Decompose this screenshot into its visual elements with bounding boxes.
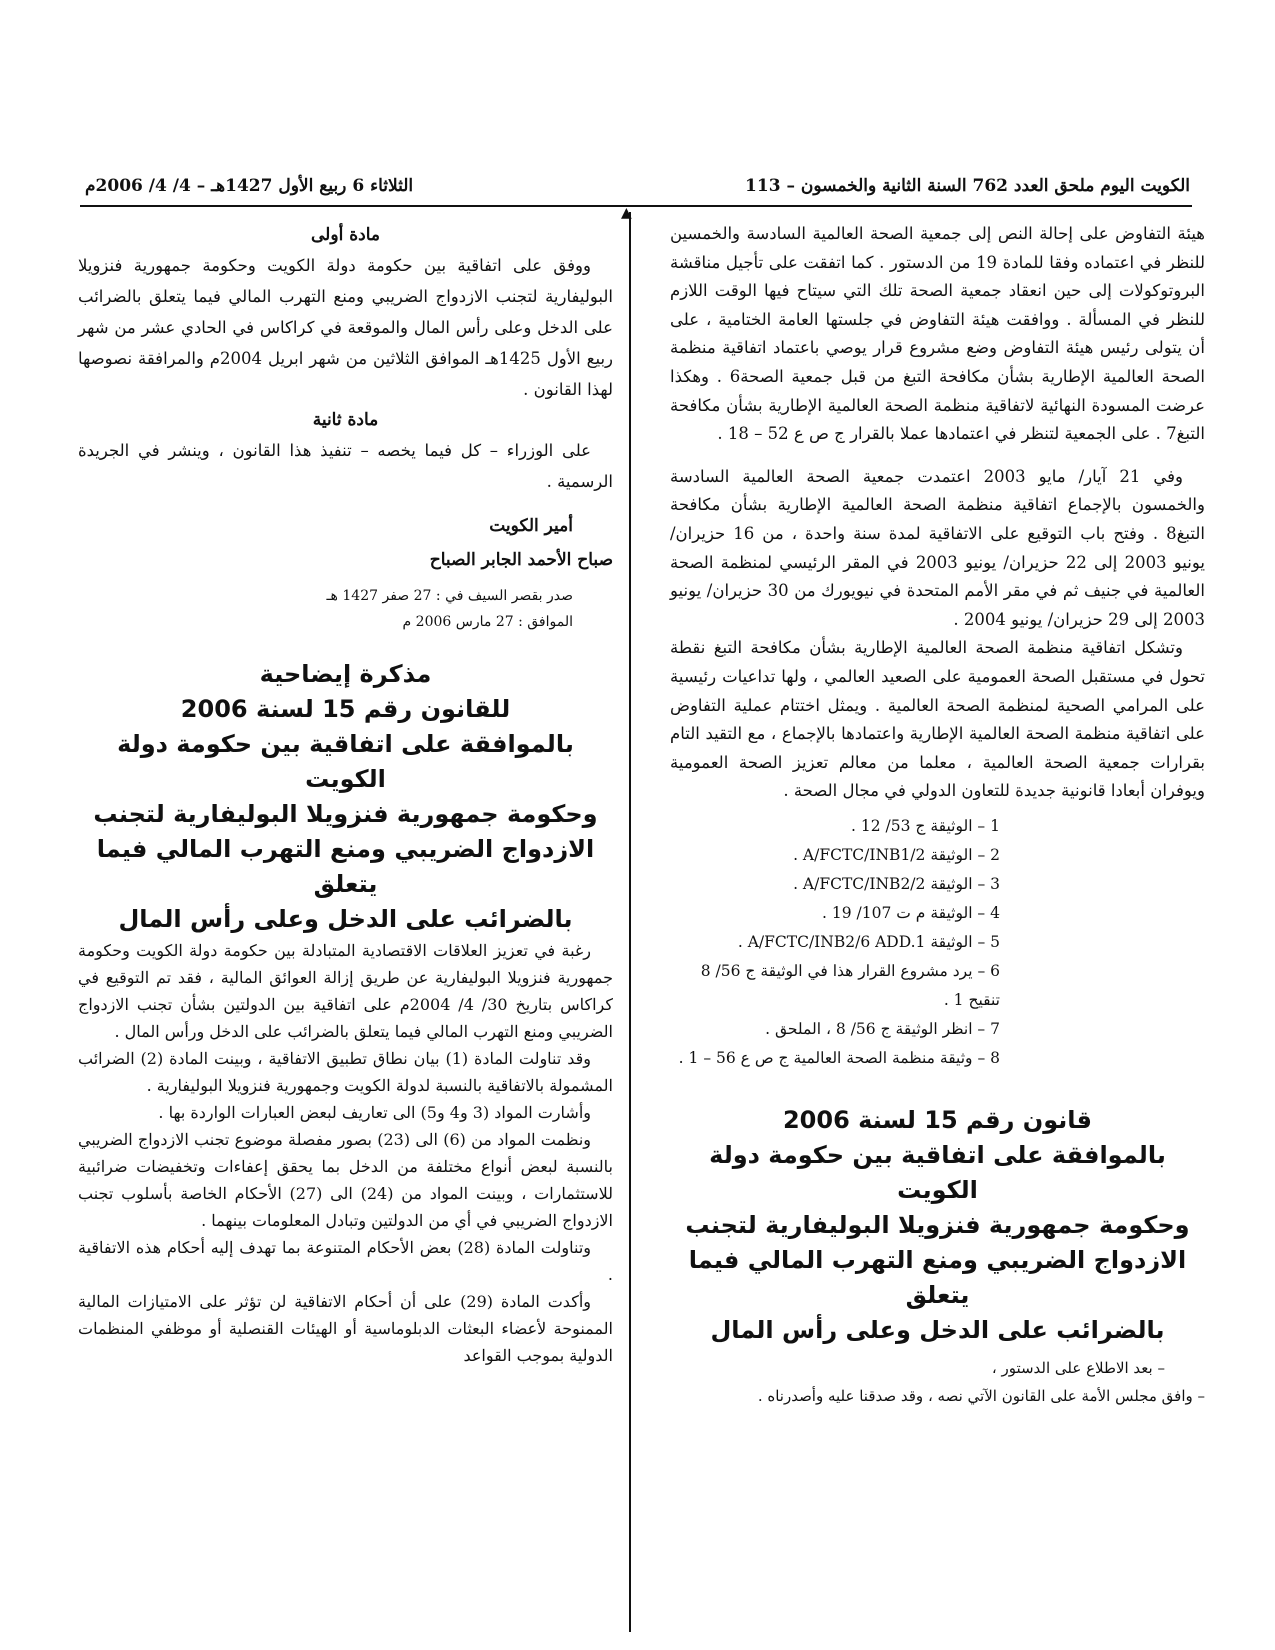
header-divider (80, 205, 1192, 207)
memo-paragraph: وقد تناولت المادة (1) بيان نطاق تطبيق الاتفاقية ، وبينت المادة (2) الضرائب المشمولة بالاتفاقية بالنسبة لدولة الكويت وجمهورية فنزويلا البوليفارية . (78, 1049, 613, 1095)
header-date: الثلاثاء 6 ربيع الأول 1427هـ – 4/ 4/ 2006م (85, 176, 414, 196)
right-column (670, 220, 1205, 1410)
emir-name: صباح الأحمد الجابر الصباح (429, 550, 613, 570)
memo-title-line: وحكومة جمهورية فنزويلا البوليفارية لتجنب (93, 800, 598, 828)
paragraph: هيئة التفاوض على إحالة النص إلى جمعية الصحة العالمية السادسة والخمسين للنظر في اعتماده وفقا للمادة 19 من الدستور . كما اتفقت على تأجيل مناقشة البروتوكولات إلى حين انعقاد جمعية الصحة تلك التي سيتاح فيها الوقت اللازم للنظر في المسألة . ووافقت هيئة التفاوض في جلستها العامة الختامية ، على أن يتولى رئيس هيئة التفاوض وضع مشروع قرار يوصي باعتماد اتفاقية منظمة الصحة العالمية الإطارية بشأن مكافحة التبغ من قبل جمعية الصحة6 . وهكذا عرضت المسودة النهائية لاتفاقية منظمة الصحة العالمية الإطارية بشأن مكافحة التبغ7 . على الجمعية لتنظر في اعتمادها عملا بالقرار ج ص ع 52 – 18 . (670, 224, 1205, 444)
article-text: على الوزراء – كل فيما يخصه – تنفيذ هذا القانون ، وينشر في الجريدة الرسمية . (78, 441, 613, 491)
paragraph: وتشكل اتفاقية منظمة الصحة العالمية الإطارية بشأن مكافحة التبغ نقطة تحول في مستقبل الصحة العمومية على الصعيد العالمي ، ولها تداعيات رئيسية على المرامي الصحية لمنظمة الصحة العالمية . ويمثل اختتام عملية التفاوض على اتفاقية منظمة الصحة العالمية الإطارية واعتمادها بالإجماع ، مع التقيد التام بقرارات جمعية الصحة العالمية ، معلما من معالم تعزيز الصحة العمومية ويوفران أبعادا قانونية جديدة للتعاون الدولي في مجال الصحة . (670, 638, 1205, 801)
memo-title-line: الازدواج الضريبي ومنع التهرب المالي فيما يتعلق (96, 835, 595, 898)
law-title (670, 1103, 1205, 1348)
footnote: 4 – الوثيقة م ت 107/ 19 . (822, 903, 1000, 922)
article-title: مادة ثانية (312, 410, 379, 430)
law-title-line: الازدواج الضريبي ومنع التهرب المالي فيما يتعلق (688, 1245, 1187, 1309)
article-text: ووفق على اتفاقية بين حكومة دولة الكويت وحكومة جمهورية فنزويلا البوليفارية لتجنب الازدواج الضريبي ومنع التهرب المالي فيما يتعلق بالضرائب على الدخل وعلى رأس المال والموقعة في كراكاس في الحادي عشر من شهر ربيع الأول 1425هـ الموافق الثلاثين من شهر ابريل 2004م والمرافقة نصوصها لهذا القانون . (78, 256, 614, 399)
footnote: 6 – يرد مشروع القرار هذا في الوثيقة ج 56/ 8 تنقيح 1 . (700, 961, 1000, 1009)
memo-paragraph: وأكدت المادة (29) على أن أحكام الاتفاقية لن تؤثر على الامتيازات المالية الممنوحة لأعضاء البعثات الدبلوماسية أو الهيئات القنصلية أو موظفي المنظمات الدولية بموجب القواعد (78, 1292, 613, 1365)
page-header (85, 176, 1190, 202)
footnote: 5 – الوثيقة A/FCTC/INB2/6 ADD.1 . (737, 932, 1000, 951)
column-divider (629, 212, 631, 1632)
law-title-line: بالضرائب على الدخل وعلى رأس المال (710, 1315, 1165, 1344)
footnote: 7 – انظر الوثيقة ج 56/ 8 ، الملحق . (765, 1019, 1000, 1038)
footnote: 8 – وثيقة منظمة الصحة العالمية ج ص ع 56 – 1 . (678, 1048, 1000, 1067)
left-column (78, 220, 613, 1369)
footnote: 2 – الوثيقة A/FCTC/INB1/2 . (793, 845, 1000, 864)
memo-title-line: للقانون رقم 15 لسنة 2006 (180, 695, 511, 723)
law-title-line: بالموافقة على اتفاقية بين حكومة دولة الكويت (709, 1140, 1166, 1204)
memo-paragraph: رغبة في تعزيز العلاقات الاقتصادية المتبادلة بين حكومة دولة الكويت وحكومة جمهورية فنزويلا البوليفارية عن طريق إزالة العوائق المالية ، فقد تم التوقيع في كراكاس بتاريخ 30/ 4/ 2004م على اتفاقية بين الدولتين بشأن تجنب الازدواج الضريبي ومنع التهرب المالي فيما يتعلق بالضرائب على الدخل ورأس المال . (78, 941, 613, 1041)
memo-title-line: بالضرائب على الدخل وعلى رأس المال (118, 905, 573, 933)
memo-paragraph: وتناولت المادة (28) بعض الأحكام المتنوعة بما تهدف إليه أحكام هذه الاتفاقية . (78, 1238, 613, 1284)
issued-date: صدر بقصر السيف في : 27 صفر 1427 هـ (326, 588, 573, 604)
footnote: 3 – الوثيقة A/FCTC/INB2/2 . (793, 874, 1000, 893)
article-title: مادة أولى (311, 225, 380, 245)
memo-title-line: مذكرة إيضاحية (259, 660, 432, 688)
footnote: 1 – الوثيقة ج 53/ 12 . (850, 816, 1000, 835)
emir-title: أمير الكويت (489, 516, 573, 536)
issued-date-gregorian: الموافق : 27 مارس 2006 م (402, 614, 573, 630)
paragraph: وفي 21 آيار/ مايو 2003 اعتمدت جمعية الصحة العالمية السادسة والخمسون بالإجماع اتفاقية منظمة الصحة العالمية الإطارية بشأن مكافحة التبغ8 . وفتح باب التوقيع على الاتفاقية لمدة سنة واحدة ، من 16 حزيران/ يونيو 2003 إلى 22 حزيران/ يونيو 2003 في المقر الرئيسي لمنظمة الصحة العالمية في جنيف ثم في مقر الأمم المتحدة في نيويورك من 30 حزيران/ يونيو 2003 إلى 29 حزيران/ يونيو 2004 . (670, 466, 1205, 629)
law-title-line: قانون رقم 15 لسنة 2006 (782, 1105, 1093, 1134)
memo-paragraph: ونظمت المواد من (6) الى (23) بصور مفصلة موضوع تجنب الازدواج الضريبي بالنسبة لبعض أنواع مختلفة من الدخل بما يحقق إعفاءات وتخفيضات ضرائبية للاستثمارات ، وبينت المواد من (24) الى (27) الأحكام الخاصة بأسلوب تجنب الازدواج الضريبي في أي من الدولتين وتبادل المعلومات بينهما . (78, 1130, 614, 1230)
memo-paragraph: وأشارت المواد (3 و4 و5) الى تعاريف لبعض العبارات الواردة بها . (158, 1103, 591, 1122)
preamble-line: – بعد الاطلاع على الدستور ، (991, 1358, 1165, 1377)
up-arrow-icon: ▲ (621, 205, 632, 221)
memo-title-line: بالموافقة على اتفاقية بين حكومة دولة الكويت (117, 730, 574, 793)
memo-title (78, 657, 613, 937)
preamble-line: – وافق مجلس الأمة على القانون الآتي نصه ، وقد صدقنا عليه وأصدرناه . (757, 1386, 1205, 1405)
footnotes-list (670, 812, 1205, 1073)
law-title-line: وحكومة جمهورية فنزويلا البوليفارية لتجنب (685, 1210, 1190, 1239)
header-publication-info: الكويت اليوم ملحق العدد 762 السنة الثانية والخمسون – 113 (745, 176, 1190, 196)
